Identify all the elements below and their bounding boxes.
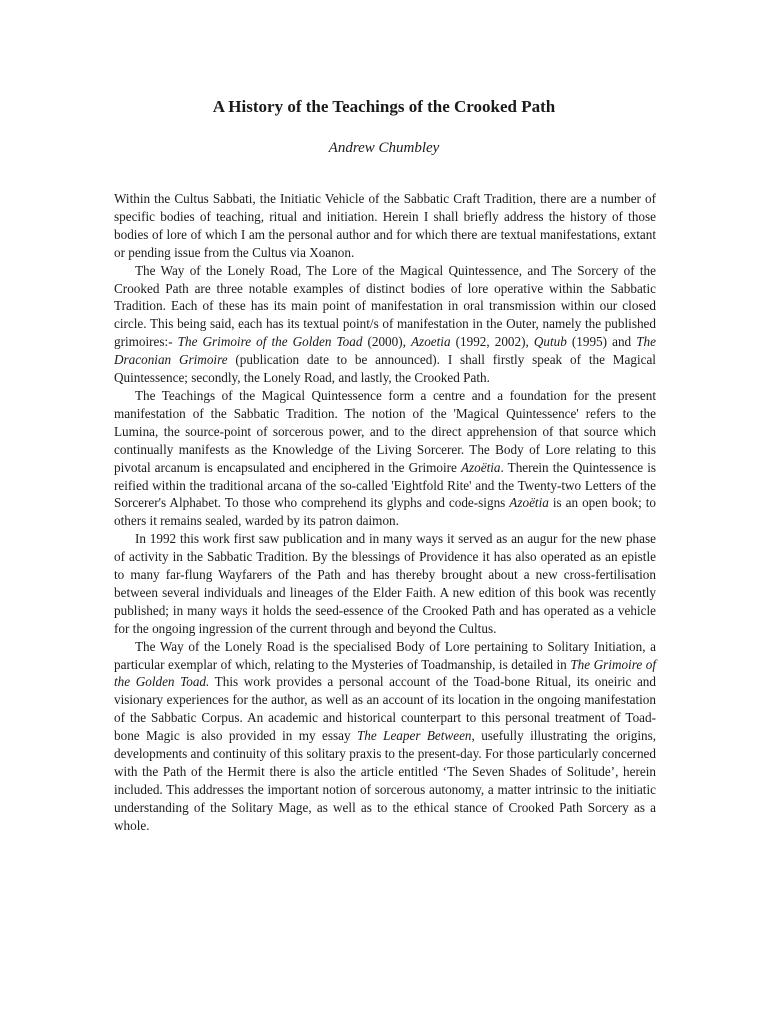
italic-text-run: The Leaper Between <box>356 728 472 744</box>
text-run: , usefully illustrating the origins, developments and continuity of this solitary praxis to the present-day. For those particularly concerned with the Path of the Hermit there is also the article entitled ‘The Seven Shades of Solitude’, herein included. This addresses the important notion of sorcerous autonomy, a matter intrinsic to the initiatic understanding of the Solitary Mage, as well as to the ethical stance of Crooked Path Sorcery as a whole. <box>114 728 657 833</box>
paragraph <box>114 530 656 637</box>
italic-text-run: The Grimoire of the Golden Toad. <box>114 656 657 690</box>
text-run: (2000), <box>362 334 411 350</box>
paragraph <box>114 262 656 387</box>
text-run: (publication date to be announced). I shall firstly speak of the Magical Quintessence; secondly, the Lonely Road, and lastly, the Crooked Path. <box>114 352 656 386</box>
paragraph <box>114 387 656 530</box>
text-run: The Way of the Lonely Road is the specialised Body of Lore pertaining to Solitary Initiation, a particular exemplar of which, relating to the Mysteries of Toadmanship, is detailed in <box>114 638 656 672</box>
paragraph <box>114 190 656 262</box>
italic-text-run: Qutub <box>533 334 567 350</box>
text-run: Within the Cultus Sabbati, the Initiatic Vehicle of the Sabbatic Craft Tradition, there are a number of specific bodies of teaching, ritual and initiation. Herein I shall briefly address the history of those bodies of lore of which I am the personal author and for which there are textual manifestations, extant or pending issue from the Cultus via Xoanon. <box>114 191 656 260</box>
italic-text-run: The Draconian Grimoire <box>114 334 656 368</box>
text-run: is an open book; to others it remains sealed, warded by its patron daimon. <box>114 495 656 529</box>
document-title: A History of the Teachings of the Crooked Path <box>212 97 556 116</box>
text-run: (1992, 2002), <box>450 334 534 350</box>
text-run: The Way of the Lonely Road, The Lore of the Magical Quintessence, and The Sorcery of the Crooked Path are three notable examples of distinct bodies of lore operative within the Sabbatic Tradition. Each of these has its main point of manifestation in oral transmission within our closed circle. This being said, each has its textual point/s of manifestation in the Outer, namely the published grimoires:- <box>114 262 656 350</box>
text-run: . Therein the Quintessence is reified within the traditional arcana of the so-called 'Eightfold Rite' and the Twenty-two Letters of the Sorcerer's Alphabet. To those who comprehend its glyphs and code-signs <box>114 459 657 511</box>
document-author: Andrew Chumbley <box>328 140 440 156</box>
text-run: The Teachings of the Magical Quintessence form a centre and a foundation for the present manifestation of the Sabbatic Tradition. The notion of the 'Magical Quintessence' refers to the Lumina, the source-point of sorcerous power, and to the direct apprehension of that source which continually manifests as the Knowledge of the Living Sorcerer. The Body of Lore relating to this pivotal arcanum is encapsulated and enciphered in the Grimoire <box>114 387 656 475</box>
italic-text-run: Azoëtia <box>509 495 549 511</box>
document-body <box>114 190 656 835</box>
paragraph <box>114 638 656 835</box>
text-run: In 1992 this work first saw publication and in many ways it served as an augur for the new phase of activity in the Sabbatic Tradition. By the blessings of Providence it has also operated as an epistle to many far-flung Wayfarers of the Path and has thereby brought about a new cross-fertilisation between several individuals and lineages of the Elder Faith. A new edition of this book was recently published; in many ways it holds the seed-essence of the Crooked Path and has operated as a vehicle for the ongoing ingression of the current through and beyond the Cultus. <box>114 531 656 636</box>
italic-text-run: The Grimoire of the Golden Toad <box>177 334 363 350</box>
italic-text-run: Azoëtia <box>460 459 501 475</box>
italic-text-run: Azoetia <box>411 334 451 350</box>
text-run: (1995) and <box>566 334 637 350</box>
text-run: This work provides a personal account of the Toad-bone Ritual, its oneiric and visionary experiences for the author, as well as an account of its location in the ongoing manifestation of the Sabbatic Corpus. An academic and historical counterpart to this personal treatment of Toad-bone Magic is also provided in my essay <box>114 674 656 744</box>
